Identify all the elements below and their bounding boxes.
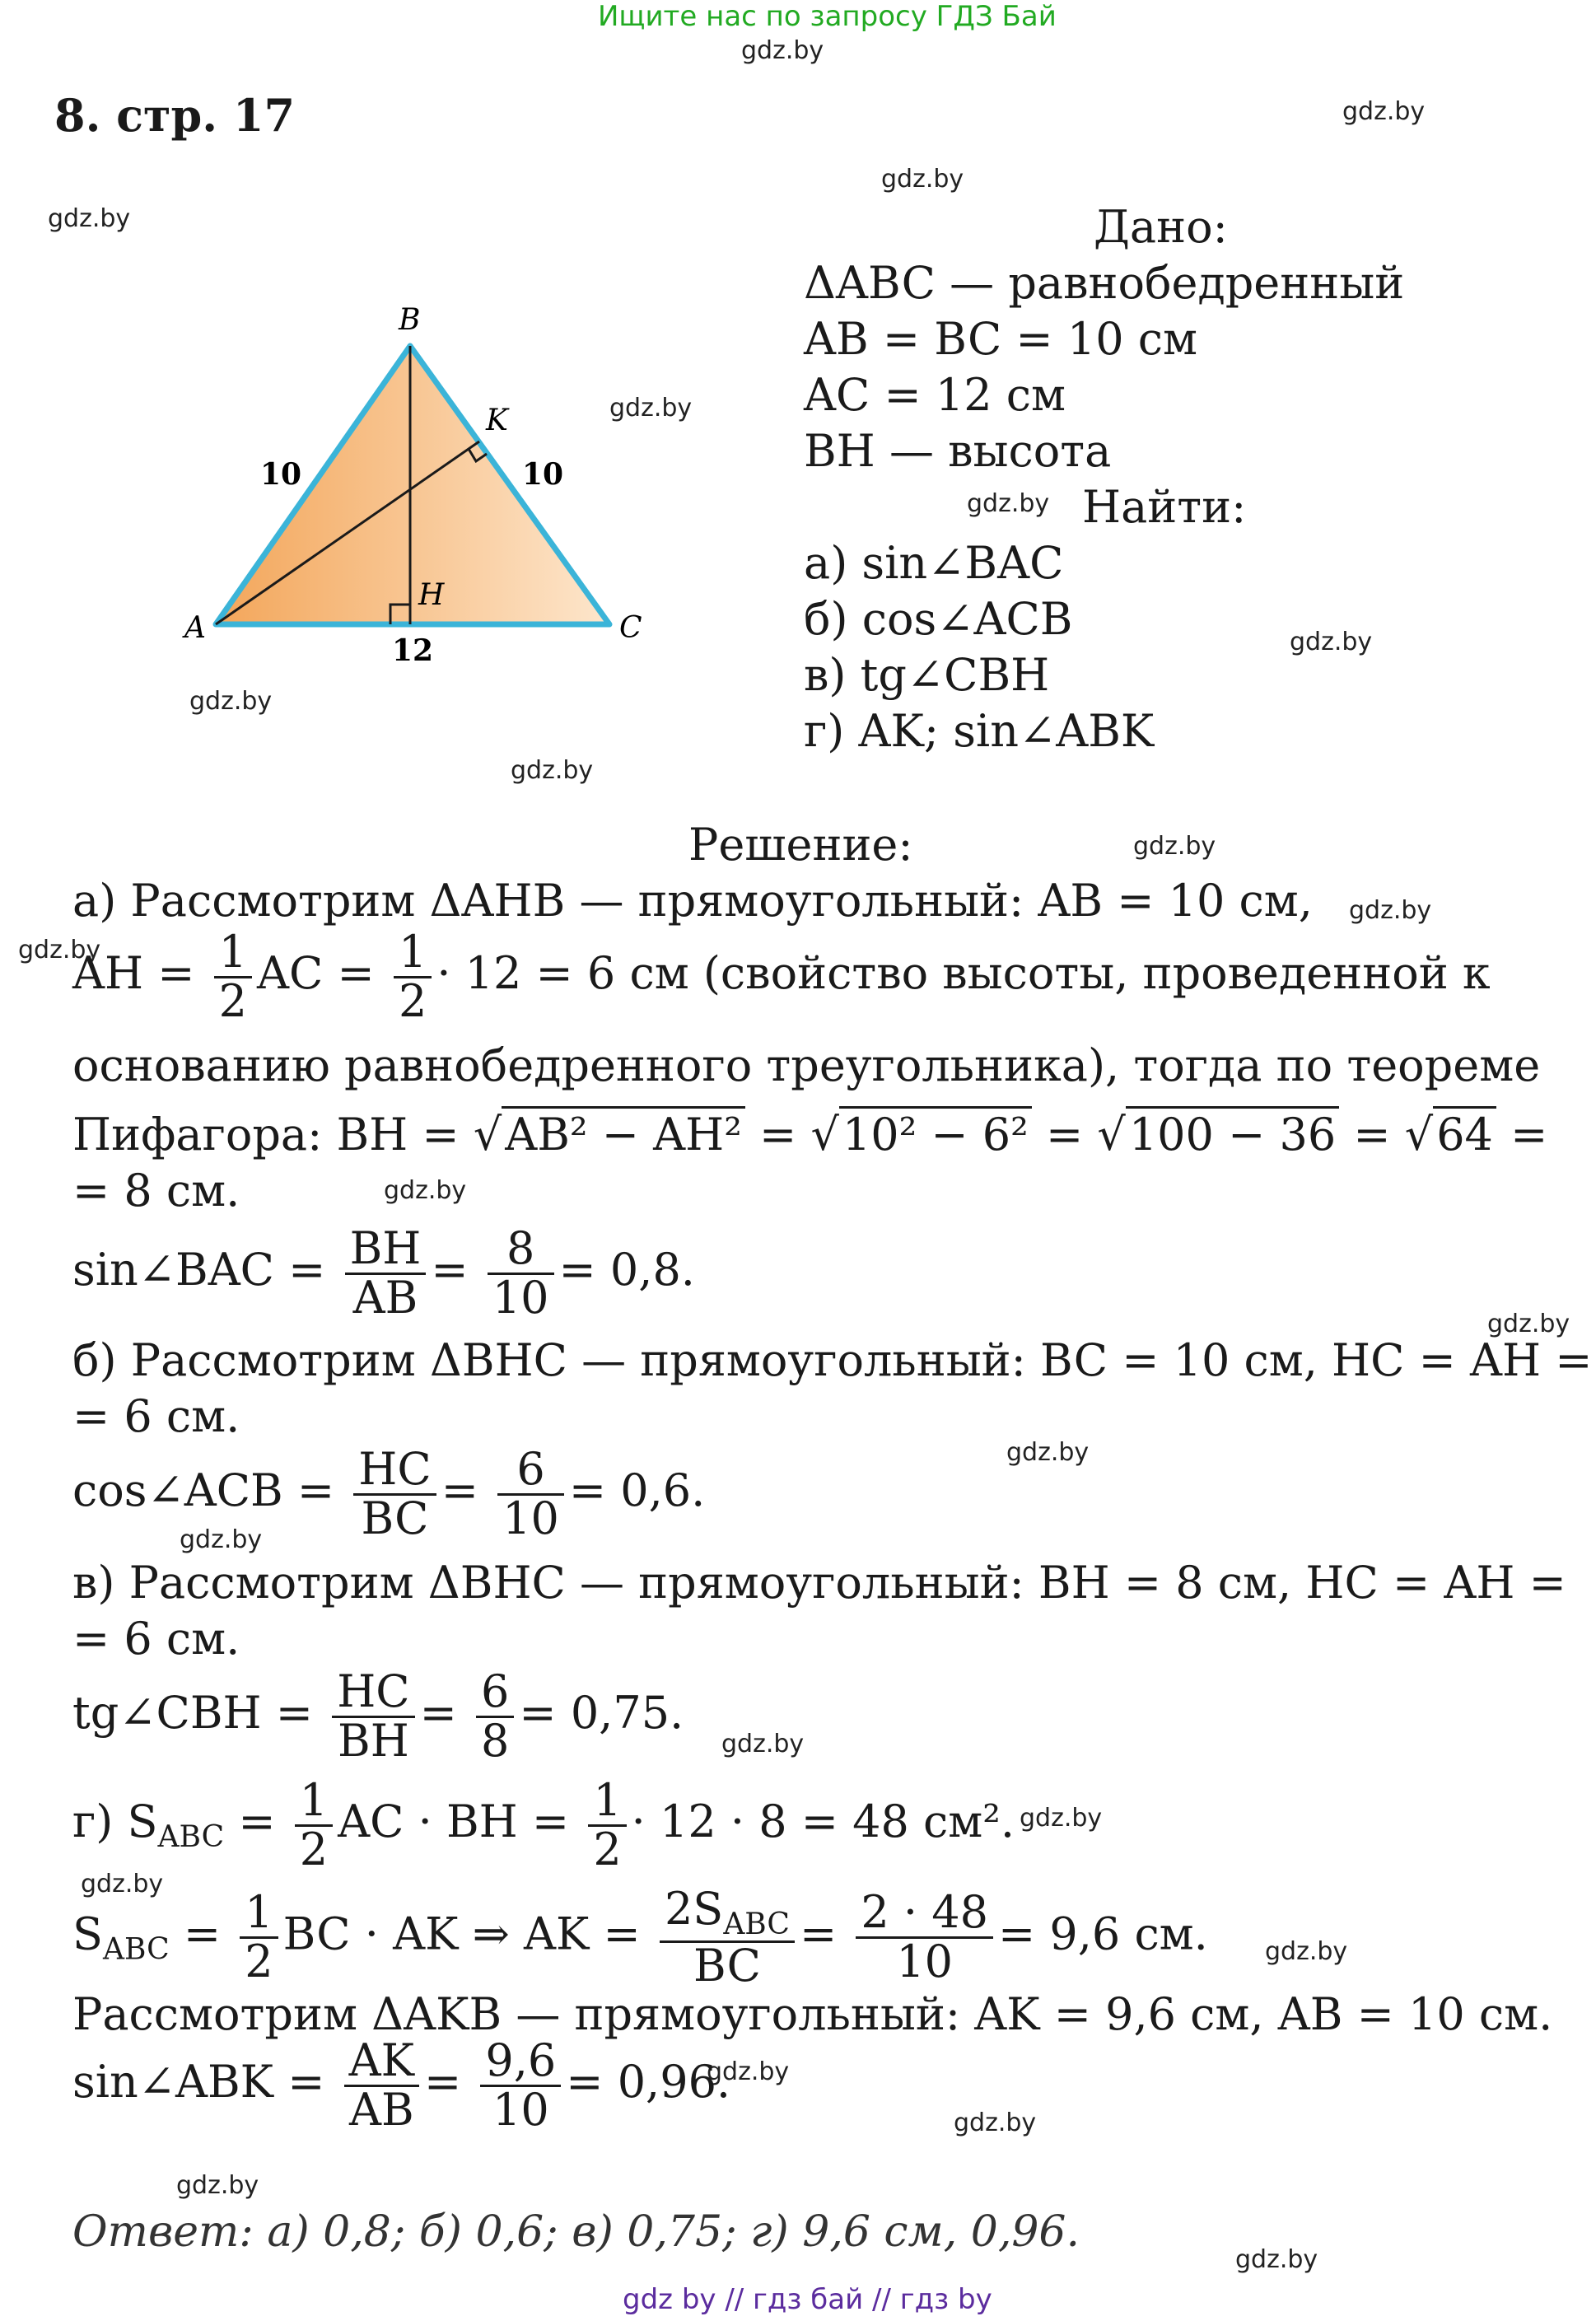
- sqrt-radicand: 100 − 36: [1126, 1106, 1339, 1160]
- numerator: 1: [295, 1777, 333, 1827]
- sqrt-radicand: 64: [1433, 1106, 1496, 1160]
- denominator: 2: [299, 1823, 329, 1875]
- solution-b-line-2: = 6 см.: [72, 1390, 240, 1442]
- text: sin∠BAC =: [72, 1244, 326, 1296]
- solution-d-line-4: sin∠ABK = $\frac{AK}{AB}$ = $\frac{9,6}{10}$ = 0,96.: [72, 2034, 731, 2136]
- watermark: gdz.by: [967, 489, 1050, 518]
- watermark: gdz.by: [180, 1525, 263, 1554]
- denominator: 10: [896, 1936, 954, 1988]
- text: AC · BH =: [338, 1796, 570, 1848]
- watermark: gdz.by: [1487, 1310, 1570, 1338]
- find-title: Найти:: [1082, 481, 1247, 533]
- solution-a-line-6: sin∠BAC = $\frac{BH}{AB}$ = $\frac{8}{10}$ = 0,8.: [72, 1222, 695, 1324]
- text: · 12 · 8 = 48 см².: [631, 1796, 1015, 1848]
- vertex-k-label: K: [486, 404, 508, 437]
- denominator: BH: [338, 1714, 409, 1767]
- text: AH =: [72, 947, 195, 1000]
- solution-a-line-1: а) Рассмотрим ΔAHB — прямоугольный: AB = 10 см,: [72, 875, 1313, 927]
- fraction-bh-ab: [345, 1222, 427, 1324]
- watermark: gdz.by: [48, 204, 131, 233]
- text: sin∠ABK =: [72, 2056, 325, 2109]
- solution-a-line-3: основанию равнобедренного треугольника), тогда по теореме: [72, 1039, 1541, 1091]
- solution-c-line-3: tg∠CBH = $\frac{HC}{BH}$ = $\frac{6}{8}$ = 0,75.: [72, 1665, 684, 1767]
- find-item-a: а) sin∠BAC: [804, 537, 1064, 589]
- watermark: gdz.by: [176, 2171, 259, 2200]
- watermark: gdz.by: [954, 2109, 1037, 2137]
- solution-d-line-3: Рассмотрим ΔAKB — прямоугольный: AK = 9,6 см, AB = 10 см.: [72, 1988, 1553, 2040]
- fraction-half: [295, 1774, 333, 1875]
- text: =: [337, 947, 375, 1000]
- numerator: 1: [588, 1777, 626, 1827]
- vertex-h-label: H: [418, 578, 445, 612]
- fraction-2s-bc: [660, 1883, 795, 1992]
- numerator: HC: [353, 1446, 436, 1496]
- fraction-half: [394, 926, 432, 1027]
- denominator: 8: [481, 1714, 510, 1767]
- numerator: 2 · 48: [856, 1889, 993, 1939]
- watermark: gdz.by: [707, 2057, 790, 2086]
- denominator: 10: [492, 1271, 549, 1324]
- text: г) S: [72, 1796, 158, 1848]
- solution-a-line-5: = 8 см.: [72, 1165, 240, 1217]
- sqrt-radicand: AB² − AH²: [502, 1106, 745, 1160]
- site-label: gdz.by: [741, 36, 824, 65]
- vertex-c-label: C: [619, 611, 642, 645]
- search-hint-link[interactable]: Ищите нас по запросу ГДЗ Бай: [598, 0, 1057, 33]
- text: = 0,8.: [558, 1244, 695, 1296]
- solution-c-line-2: = 6 см.: [72, 1613, 240, 1665]
- watermark: gdz.by: [1349, 896, 1432, 925]
- numerator: 8: [488, 1226, 554, 1275]
- subscript: ABC: [157, 1819, 225, 1854]
- given-line-1: ΔABC — равнобедренный: [804, 257, 1405, 309]
- given-line-4: BH — высота: [804, 425, 1112, 477]
- find-item-b: б) cos∠ACB: [804, 593, 1073, 645]
- solution-c-line-1: в) Рассмотрим ΔBHC — прямоугольный: BH = 8 см, HC = AH =: [72, 1557, 1566, 1609]
- denominator: 2: [245, 1936, 273, 1988]
- watermark: gdz.by: [511, 756, 594, 785]
- numerator: 1: [214, 929, 252, 978]
- sqrt-radicand: 10² − 6²: [839, 1106, 1032, 1160]
- watermark: gdz.by: [881, 165, 964, 194]
- vertex-a-label: A: [184, 611, 206, 645]
- given-line-2: AB = BC = 10 см: [804, 313, 1197, 365]
- denominator: AB: [348, 2083, 414, 2136]
- text: = 0,6.: [568, 1464, 706, 1517]
- footer-links[interactable]: gdz by // гдз бай // гдз by: [623, 2283, 992, 2316]
- fraction-half: [588, 1774, 626, 1875]
- numerator: 1: [240, 1889, 278, 1939]
- text: Пифагора: BH =: [72, 1109, 460, 1160]
- find-item-d: г) AK; sin∠ABK: [804, 705, 1155, 757]
- numerator: [660, 1883, 795, 1943]
- solution-a-line-4: Пифагора: BH = √AB² − AH² = √10² − 6² = √100 − 36 = √64 =: [72, 1109, 1547, 1160]
- fraction-half: [214, 926, 252, 1027]
- text: AC: [257, 947, 324, 1000]
- watermark: gdz.by: [609, 394, 693, 423]
- solution-a-line-2: [72, 926, 1491, 1027]
- text: 2S: [664, 1883, 724, 1935]
- given-title: Дано:: [1094, 201, 1228, 253]
- numerator: 9,6: [480, 2038, 561, 2087]
- text: = 0,75.: [519, 1687, 684, 1740]
- fraction-6-10: [497, 1443, 564, 1544]
- watermark: gdz.by: [1290, 628, 1373, 656]
- numerator: 1: [394, 929, 432, 978]
- side-ab-label: 10: [260, 457, 302, 492]
- watermark: gdz.by: [1133, 832, 1216, 861]
- side-bc-label: 10: [522, 457, 564, 492]
- solution-d-line-1: г) $S_{ABC}$ = $\frac{1}{2}$ AC · BH = $\frac{1}{2}$ · 12 · 8 = 48 см².: [72, 1774, 1015, 1875]
- text: BC · AK ⇒ AK =: [282, 1908, 641, 1960]
- page-title: 8. стр. 17: [54, 89, 296, 142]
- numerator: BH: [345, 1226, 427, 1275]
- denominator: BC: [693, 1939, 761, 1992]
- watermark: gdz.by: [81, 1870, 164, 1898]
- given-line-3: AC = 12 см: [804, 369, 1066, 421]
- fraction-hc-bh: [332, 1665, 414, 1767]
- fraction-8-10: [488, 1222, 554, 1324]
- denominator: AB: [352, 1271, 418, 1324]
- text: tg∠CBH =: [72, 1687, 314, 1740]
- watermark: gdz.by: [1020, 1804, 1103, 1833]
- denominator: 2: [218, 974, 248, 1027]
- watermark: gdz.by: [721, 1730, 805, 1758]
- denominator: 10: [502, 1492, 559, 1544]
- solution-d-line-2: $S_{ABC}$ = $\frac{1}{2}$ BC · AK ⇒ AK = $\frac{2S_{ABC}}{BC}$ = $\frac{2 \cdot 48}{10}$ = 9,6 см.: [72, 1883, 1208, 1992]
- text: S: [72, 1908, 103, 1960]
- vertex-b-label: B: [399, 303, 421, 337]
- watermark: gdz.by: [1235, 2245, 1318, 2274]
- watermark: gdz.by: [1342, 97, 1426, 126]
- numerator: 6: [476, 1669, 514, 1718]
- solution-b-line-1: б) Рассмотрим ΔBHC — прямоугольный: BC = 10 см, HC = AH =: [72, 1334, 1593, 1386]
- watermark: gdz.by: [1265, 1937, 1348, 1966]
- subscript: ABC: [723, 1907, 790, 1941]
- answer: Ответ: а) 0,8; б) 0,6; в) 0,75; г) 9,6 см, 0,96.: [72, 2207, 1080, 2257]
- solution-title: Решение:: [688, 819, 913, 871]
- triangle-figure: [165, 288, 675, 667]
- numerator: 6: [497, 1446, 564, 1496]
- solution-b-line-3: cos∠ACB = $\frac{HC}{BC}$ = $\frac{6}{10}$ = 0,6.: [72, 1443, 706, 1544]
- watermark: gdz.by: [384, 1176, 467, 1205]
- text: = 0,96.: [566, 2056, 731, 2109]
- numerator: HC: [332, 1669, 414, 1718]
- fraction-2x48-10: [856, 1886, 993, 1988]
- fraction-hc-bc: [353, 1443, 436, 1544]
- fraction-ak-ab: [344, 2034, 419, 2136]
- text: cos∠ACB =: [72, 1464, 335, 1517]
- watermark: gdz.by: [189, 687, 273, 716]
- denominator: 2: [593, 1823, 622, 1875]
- fraction-half: [240, 1886, 278, 1988]
- side-ac-label: 12: [392, 633, 434, 667]
- subscript: ABC: [103, 1932, 170, 1967]
- watermark: gdz.by: [1006, 1438, 1090, 1467]
- fraction-96-10: [480, 2034, 561, 2136]
- denominator: BC: [361, 1492, 429, 1544]
- denominator: 2: [398, 974, 427, 1027]
- fraction-6-8: [476, 1665, 514, 1767]
- denominator: 10: [492, 2083, 549, 2136]
- text: = 9,6 см.: [997, 1908, 1208, 1960]
- numerator: AK: [344, 2038, 419, 2087]
- text: · 12 = 6 см (свойство высоты, проведенной к: [436, 947, 1491, 1000]
- find-item-c: в) tg∠CBH: [804, 649, 1050, 701]
- watermark: gdz.by: [18, 936, 101, 964]
